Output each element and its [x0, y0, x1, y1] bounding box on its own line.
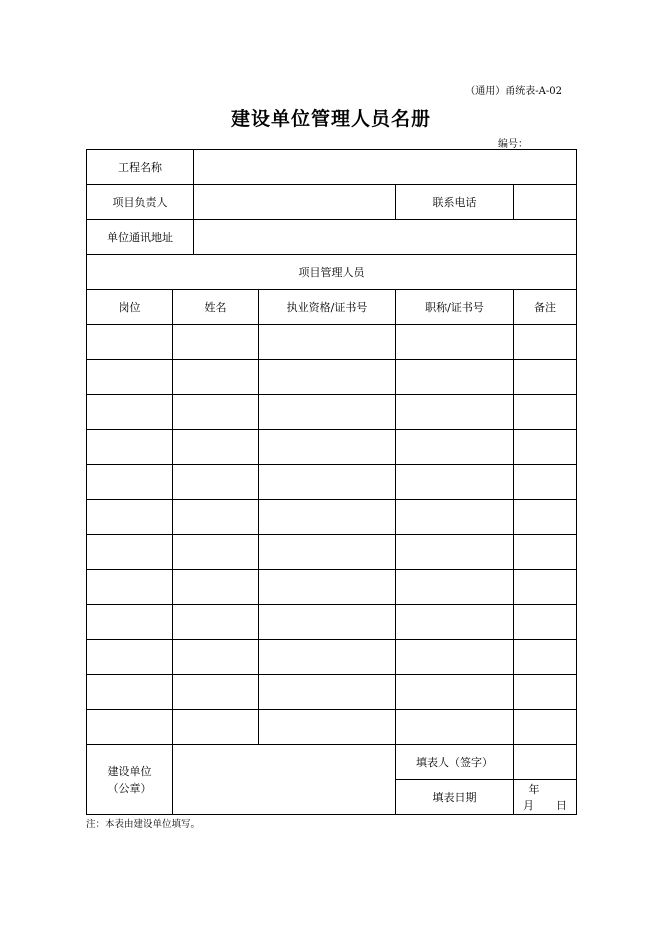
section-title-row — [87, 255, 577, 290]
table-row — [87, 640, 577, 675]
month-label: 月 — [523, 799, 535, 812]
cell-title[interactable] — [396, 570, 514, 605]
cell-qualification[interactable] — [259, 430, 396, 465]
cell-position[interactable] — [87, 535, 173, 570]
cell-remarks[interactable] — [514, 640, 577, 675]
unit-seal-label — [87, 745, 173, 815]
cell-remarks[interactable] — [514, 535, 577, 570]
cell-name[interactable] — [173, 570, 259, 605]
fill-date-label: 填表日期 — [396, 780, 514, 815]
cell-qualification[interactable] — [259, 675, 396, 710]
cell-title[interactable] — [396, 675, 514, 710]
cell-remarks[interactable] — [514, 465, 577, 500]
cell-name[interactable] — [173, 325, 259, 360]
cell-remarks[interactable] — [514, 325, 577, 360]
cell-title[interactable] — [396, 605, 514, 640]
cell-remarks[interactable] — [514, 430, 577, 465]
cell-name[interactable] — [173, 710, 259, 745]
cell-qualification[interactable] — [259, 710, 396, 745]
cell-name[interactable] — [173, 605, 259, 640]
table-row — [87, 605, 577, 640]
cell-qualification[interactable] — [259, 395, 396, 430]
table-row — [87, 500, 577, 535]
table-row — [87, 465, 577, 500]
project-leader-label: 项目负责人 — [87, 185, 194, 220]
table-row — [87, 570, 577, 605]
address-label: 单位通讯地址 — [87, 220, 194, 255]
cell-position[interactable] — [87, 325, 173, 360]
entry-rows — [87, 325, 577, 745]
seal-area[interactable] — [173, 745, 396, 815]
cell-position[interactable] — [87, 710, 173, 745]
cell-name[interactable] — [173, 395, 259, 430]
cell-title[interactable] — [396, 395, 514, 430]
phone-label: 联系电话 — [396, 185, 514, 220]
fill-date-field[interactable] — [514, 780, 577, 815]
cell-title[interactable] — [396, 640, 514, 675]
table-row — [87, 535, 577, 570]
cell-position[interactable] — [87, 640, 173, 675]
cell-remarks[interactable] — [514, 675, 577, 710]
cell-name[interactable] — [173, 430, 259, 465]
seal-label: （公章） — [107, 781, 152, 795]
cell-position[interactable] — [87, 605, 173, 640]
cell-name[interactable] — [173, 675, 259, 710]
cell-position[interactable] — [87, 360, 173, 395]
cell-name[interactable] — [173, 360, 259, 395]
year-label: 年 — [528, 783, 540, 796]
cell-qualification[interactable] — [259, 500, 396, 535]
project-leader-row — [87, 185, 577, 220]
section-title: 项目管理人员 — [87, 255, 577, 290]
cell-title[interactable] — [396, 535, 514, 570]
cell-qualification[interactable] — [259, 570, 396, 605]
cell-name[interactable] — [173, 500, 259, 535]
column-header-qualification: 执业资格/证书号 — [259, 290, 396, 325]
cell-position[interactable] — [87, 430, 173, 465]
cell-title[interactable] — [396, 500, 514, 535]
cell-title[interactable] — [396, 325, 514, 360]
footer-row-1 — [87, 745, 577, 780]
cell-name[interactable] — [173, 465, 259, 500]
serial-number-label: 编号： — [498, 139, 528, 150]
project-name-field[interactable] — [194, 150, 577, 185]
personnel-register-form — [86, 149, 577, 815]
page-title: 建设单位管理人员名册 — [230, 108, 431, 130]
project-leader-field[interactable] — [194, 185, 396, 220]
cell-remarks[interactable] — [514, 710, 577, 745]
project-name-label: 工程名称 — [87, 150, 194, 185]
table-row — [87, 360, 577, 395]
address-field[interactable] — [194, 220, 577, 255]
column-header-name: 姓名 — [173, 290, 259, 325]
cell-remarks[interactable] — [514, 605, 577, 640]
column-header-title: 职称/证书号 — [396, 290, 514, 325]
column-header-remarks: 备注 — [514, 290, 577, 325]
cell-remarks[interactable] — [514, 360, 577, 395]
unit-label: 建设单位 — [107, 764, 152, 778]
cell-title[interactable] — [396, 360, 514, 395]
cell-title[interactable] — [396, 430, 514, 465]
table-row — [87, 395, 577, 430]
cell-remarks[interactable] — [514, 570, 577, 605]
cell-remarks[interactable] — [514, 500, 577, 535]
project-name-row — [87, 150, 577, 185]
column-header-row — [87, 290, 577, 325]
form-code: （通用）甬统表-A-02 — [465, 86, 562, 97]
cell-title[interactable] — [396, 465, 514, 500]
cell-position[interactable] — [87, 465, 173, 500]
cell-qualification[interactable] — [259, 535, 396, 570]
cell-name[interactable] — [173, 640, 259, 675]
filler-label: 填表人（签字） — [396, 745, 514, 780]
day-label: 日 — [556, 799, 568, 812]
filler-signature-field[interactable] — [514, 745, 577, 780]
cell-position[interactable] — [87, 675, 173, 710]
cell-qualification[interactable] — [259, 605, 396, 640]
footnote: 注：本表由建设单位填写。 — [86, 819, 201, 830]
cell-qualification[interactable] — [259, 640, 396, 675]
cell-position[interactable] — [87, 395, 173, 430]
cell-remarks[interactable] — [514, 395, 577, 430]
cell-qualification[interactable] — [259, 360, 396, 395]
cell-qualification[interactable] — [259, 325, 396, 360]
cell-position[interactable] — [87, 500, 173, 535]
column-header-position: 岗位 — [87, 290, 173, 325]
cell-title[interactable] — [396, 710, 514, 745]
cell-name[interactable] — [173, 535, 259, 570]
address-row — [87, 220, 577, 255]
phone-field[interactable] — [514, 185, 577, 220]
cell-qualification[interactable] — [259, 465, 396, 500]
cell-position[interactable] — [87, 570, 173, 605]
table-row — [87, 325, 577, 360]
table-row — [87, 675, 577, 710]
table-row — [87, 710, 577, 745]
table-row — [87, 430, 577, 465]
